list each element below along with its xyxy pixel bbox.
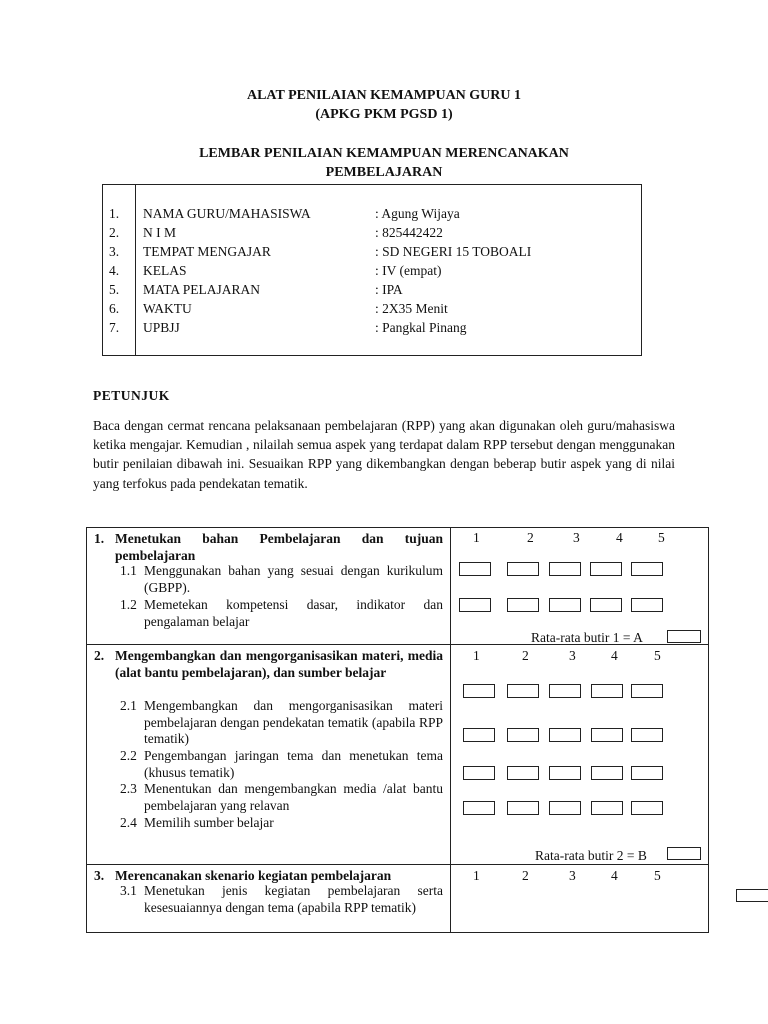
criterion-text: Menggunakan bahan yang sesuai dengan kurikulum (GBPP). (144, 563, 443, 595)
identity-row (103, 280, 641, 299)
score-box[interactable] (631, 801, 663, 815)
score-box[interactable] (590, 598, 622, 612)
score-box[interactable] (507, 562, 539, 576)
scale-label: 1 (473, 648, 480, 663)
score-box[interactable] (590, 562, 622, 576)
scale-label: 2 (522, 868, 529, 883)
criterion-number: 2.1 (120, 698, 137, 713)
identity-label: KELAS (143, 263, 187, 278)
identity-value: : 2X35 Menit (375, 301, 448, 316)
column-divider (450, 528, 451, 932)
score-box[interactable] (549, 684, 581, 698)
criterion-number: 1.2 (120, 597, 137, 612)
doc-subtitle: (APKG PKM PGSD 1) (315, 107, 453, 122)
score-box[interactable] (631, 766, 663, 780)
score-box[interactable] (507, 728, 539, 742)
score-box[interactable] (549, 801, 581, 815)
criterion-number: 1.1 (120, 563, 137, 578)
scale-label: 1 (473, 530, 480, 545)
average-box-edge[interactable] (736, 889, 768, 902)
scale-label: 5 (654, 868, 661, 883)
score-box[interactable] (631, 562, 663, 576)
criterion-text: Menetukan jenis kegiatan pembelajaran serta kesesuaiannya dengan tema (apabila RPP tematik) (144, 883, 443, 915)
identity-label: TEMPAT MENGAJAR (143, 244, 271, 259)
assessment-table (86, 527, 709, 933)
score-box[interactable] (459, 562, 491, 576)
identity-row (103, 204, 641, 223)
identity-label: WAKTU (143, 301, 192, 316)
identity-value: : Pangkal Pinang (375, 320, 467, 335)
average-label: Rata-rata butir 2 = B (535, 848, 647, 863)
identity-no: 6. (109, 301, 120, 316)
score-box[interactable] (549, 562, 581, 576)
section-number: 3. (94, 868, 105, 883)
sheet-title: LEMBAR PENILAIAN KEMAMPUAN MERENCANAKAN (199, 146, 569, 161)
score-box[interactable] (591, 728, 623, 742)
identity-label: MATA PELAJARAN (143, 282, 261, 297)
section-number: 2. (94, 648, 105, 663)
score-box[interactable] (463, 766, 495, 780)
scale-label: 2 (527, 530, 534, 545)
identity-value: : IV (empat) (375, 263, 442, 278)
identity-no: 4. (109, 263, 120, 278)
score-box[interactable] (507, 598, 539, 612)
score-box[interactable] (591, 801, 623, 815)
sheet-title-cont: PEMBELAJARAN (325, 165, 443, 180)
score-box[interactable] (459, 598, 491, 612)
identity-row (103, 299, 641, 318)
identity-label: N I M (143, 225, 176, 240)
criterion-text: Memetekan kompetensi dasar, indikator dan pengalaman belajar (144, 597, 443, 629)
score-box[interactable] (507, 766, 539, 780)
identity-no: 2. (109, 225, 120, 240)
scale-label: 5 (658, 530, 665, 545)
identity-label: UPBJJ (143, 320, 180, 335)
score-box[interactable] (631, 684, 663, 698)
section-title: Menetukan bahan Pembelajaran dan tujuan pembelajaran (115, 531, 443, 563)
score-box[interactable] (507, 684, 539, 698)
identity-row (103, 318, 641, 337)
identity-no: 7. (109, 320, 120, 335)
identity-row (103, 242, 641, 261)
criterion-number: 2.4 (120, 815, 137, 830)
criterion-text: Menentukan dan mengembangkan media /alat bantu pembelajaran yang relavan (144, 781, 443, 813)
score-box[interactable] (463, 801, 495, 815)
scale-label: 3 (569, 868, 576, 883)
identity-value: : IPA (375, 282, 403, 297)
identity-no: 3. (109, 244, 120, 259)
petunjuk-heading: PETUNJUK (93, 388, 170, 403)
scale-label: 4 (616, 530, 623, 545)
average-box[interactable] (667, 847, 701, 860)
scale-label: 4 (611, 648, 618, 663)
identity-label: NAMA GURU/MAHASISWA (143, 206, 311, 221)
score-box[interactable] (463, 728, 495, 742)
scale-label: 1 (473, 868, 480, 883)
identity-no: 1. (109, 206, 120, 221)
section-title: Merencanakan skenario kegiatan pembelajaran (115, 868, 392, 883)
row-divider (87, 864, 708, 865)
score-box[interactable] (463, 684, 495, 698)
scale-label: 4 (611, 868, 618, 883)
average-label: Rata-rata butir 1 = A (531, 630, 643, 645)
identity-row (103, 261, 641, 280)
identity-no: 5. (109, 282, 120, 297)
score-box[interactable] (631, 598, 663, 612)
score-box[interactable] (549, 728, 581, 742)
score-box[interactable] (591, 684, 623, 698)
identity-value: : SD NEGERI 15 TOBOALI (375, 244, 532, 259)
identity-value: : 825442422 (375, 225, 443, 240)
criterion-number: 2.3 (120, 781, 137, 796)
doc-title: ALAT PENILAIAN KEMAMPUAN GURU 1 (246, 88, 522, 103)
criterion-text: Pengembangan jaringan tema dan menetukan tema (khusus tematik) (144, 748, 443, 780)
score-box[interactable] (507, 801, 539, 815)
identity-row (103, 223, 641, 242)
score-box[interactable] (549, 766, 581, 780)
average-box[interactable] (667, 630, 701, 643)
criterion-number: 2.2 (120, 748, 137, 763)
petunjuk-text: Baca dengan cermat rencana pelaksanaan pembelajaran (RPP) yang akan digunakan oleh guru/mahasiswa ketika mengajar. Kemudian , nilailah semua aspek yang terdapat dalam RPP tersebut dengan menggunakan butir penilaian dibawah ini. Sesuaikan RPP yang dikembangkan dengan beberap butir aspek yang di nilai yang terfokus pada pendekatan tematik. (93, 418, 675, 491)
criterion-text: Mengembangkan dan mengorganisasikan materi pembelajaran dengan pendekatan tematik (apabila RPP tematik) (144, 698, 443, 746)
scale-label: 5 (654, 648, 661, 663)
scale-label: 3 (569, 648, 576, 663)
identity-value: : Agung Wijaya (375, 206, 460, 221)
criterion-number: 3.1 (120, 883, 137, 898)
section-title: Mengembangkan dan mengorganisasikan materi, media (alat bantu pembelajaran), dan sumber belajar (115, 648, 443, 680)
identity-box (102, 184, 642, 356)
score-box[interactable] (631, 728, 663, 742)
criterion-text: Memilih sumber belajar (144, 815, 274, 830)
section-number: 1. (94, 531, 105, 546)
scale-label: 3 (573, 530, 580, 545)
score-box[interactable] (591, 766, 623, 780)
scale-label: 2 (522, 648, 529, 663)
score-box[interactable] (549, 598, 581, 612)
